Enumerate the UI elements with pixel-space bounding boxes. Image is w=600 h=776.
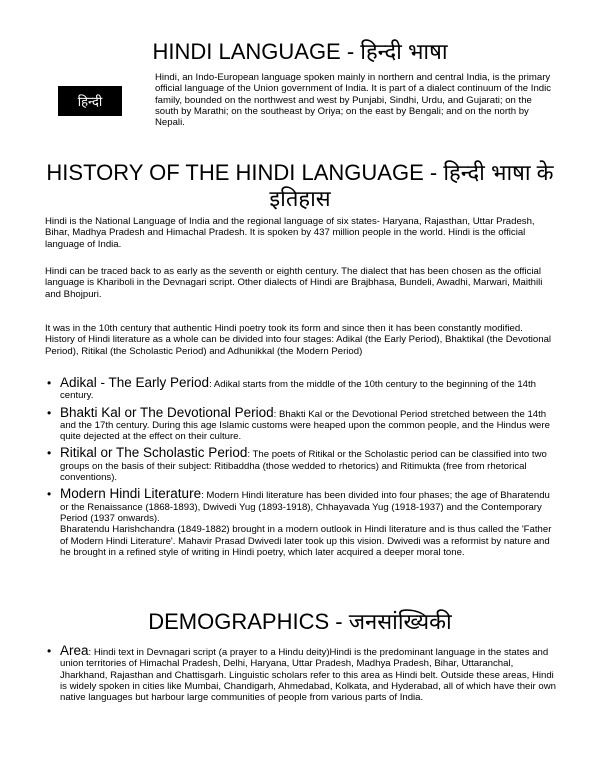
list-item bbox=[45, 376, 557, 402]
section-title-history: HISTORY OF THE HINDI LANGUAGE - हिन्दी भाषा के इतिहास bbox=[46, 160, 554, 211]
list-item-term: Bhakti Kal or The Devotional Period bbox=[60, 404, 274, 420]
bullet-icon: • bbox=[47, 405, 52, 420]
list-item-text: : The poets of Ritikal or the Scholastic period can be classified into two groups on the basis of their subject: Ritibaddha (those wedded to rhetorics) and Ritimukta (free from rhetorical conventions). bbox=[60, 449, 547, 484]
bullet-icon: • bbox=[47, 487, 52, 502]
list-item-extra-text: Bharatendu Harishchandra (1849-1882) brought in a modern outlook in Hindi literature and is thus called the 'Father of Modern Hindi Literature'. Mahavir Prasad Dwivedi later took up this vision. Dwivedi was a reformist by nature and he brought in a refined style of writing in Hindi poetry, which later acquired a deeper moral tone. bbox=[60, 524, 552, 558]
intro-paragraph: Hindi, an Indo-European language spoken mainly in northern and central India, is the primary official language of the Union government of India. It is part of a dialect continuum of the Indic family, bounded on the northwest and west by Punjabi, Sindhi, Urdu, and Gujarati; on the south by Marathi; on the southeast by Oriya; on the east by Bengali; and on the north by Nepali. bbox=[155, 72, 552, 129]
periods-list bbox=[45, 376, 557, 562]
list-item-text: : Adikal starts from the middle of the 10th century to the beginning of the 14th century. bbox=[60, 379, 536, 402]
list-item-term: Ritikal or The Scholastic Period bbox=[60, 445, 248, 461]
history-paragraph-1: Hindi is the National Language of India and the regional language of six states- Haryana, Rajasthan, Uttar Pradesh, Bihar, Madhya Pradesh and Himachal Pradesh. It is spoken by 437 million people in the world. Hindi is the official language of India. bbox=[45, 216, 535, 250]
list-item-term: Adikal - The Early Period bbox=[60, 375, 210, 390]
list-item bbox=[45, 644, 557, 703]
list-item bbox=[45, 446, 557, 483]
demographics-list bbox=[45, 644, 557, 707]
list-item-text: : Bhakti Kal or the Devotional Period stretched between the 14th and the 17th century. During this age Islamic customs were heaped upon the common people, and the Hindus were quite dejected at the effect on their culture. bbox=[60, 408, 550, 443]
list-item-text: : Hindi text in Devnagari script (a prayer to a Hindu deity)Hindi is the predominant language in the states and union territories of Himachal Pradesh, Delhi, Haryana, Uttar Pradesh, Madhya Pradesh, Bihar, Uttaranchal, Jharkhand, Rajasthan and Chattisgarh. Linguistic scholars refer to this area as Hindi belt. Outside these areas, Hindi is widely spoken in cities like Mumbai, Chandigarh, Ahmedabad, Kolkata, and Hyderabad, all of which have their own native languages but harbour large communities of people from various parts of India. bbox=[60, 647, 556, 704]
bullet-icon: • bbox=[47, 446, 52, 461]
bullet-icon: • bbox=[47, 376, 52, 390]
history-paragraph-2: Hindi can be traced back to as early as the seventh or eighth century. The dialect that has been chosen as the official language is Khariboli in the Devnagari script. Other dialects of Hindi are Brajbhasa, Bundeli, Awadhi, Marwari, Maithili and Bhojpuri. bbox=[45, 266, 543, 300]
section-title-demographics: DEMOGRAPHICS - जनसांख्यिकी bbox=[148, 609, 452, 634]
section-title-hindi-language: HINDI LANGUAGE - हिन्दी भाषा bbox=[152, 39, 448, 64]
history-paragraph-3: It was in the 10th century that authentic Hindi poetry took its form and since then it has been constantly modified. History of Hindi literature as a whole can be divided into four stages: Adikal (the Early Period), Bhaktikal (the Devotional Period), Ritikal (the Scholastic Period) and Adhunikkal (the Modern Period) bbox=[45, 323, 552, 357]
list-item bbox=[45, 406, 557, 443]
list-item-term: Modern Hindi Literature bbox=[60, 486, 202, 502]
bullet-icon: • bbox=[47, 644, 52, 658]
list-item bbox=[45, 487, 557, 558]
hindi-badge: हिन्दी bbox=[58, 86, 122, 116]
list-item-term: Area bbox=[60, 643, 89, 658]
list-item-text: : Modern Hindi literature has been divided into four phases; the age of Bharatendu or the Renaissance (1868-1893), Dwivedi Yug (1893-1918), Chhayavada Yug (1918-1937) and the Contemporary Period (1937 onwards). bbox=[60, 490, 550, 524]
